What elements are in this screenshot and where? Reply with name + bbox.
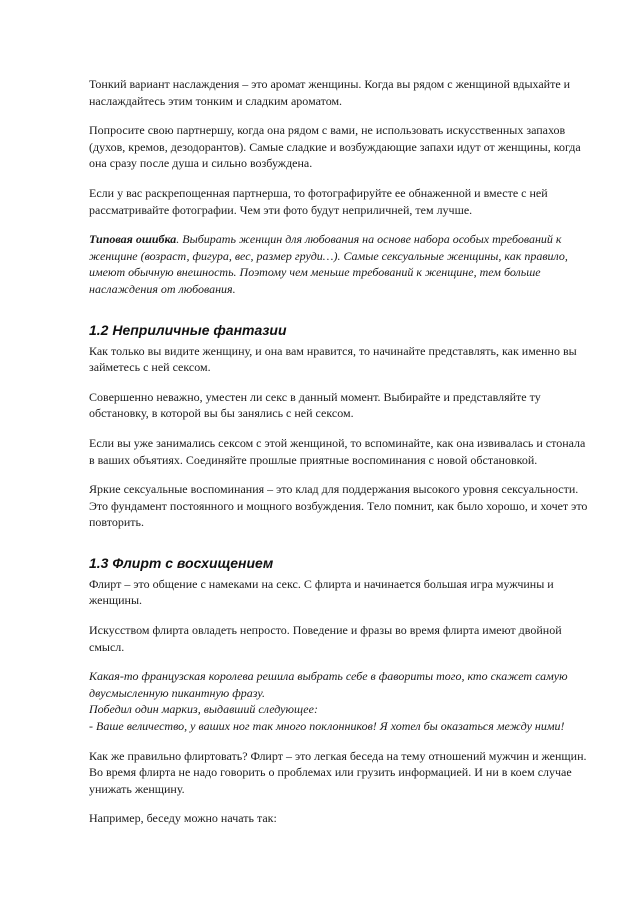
- anecdote-block: [89, 668, 593, 734]
- paragraph-setting: Совершенно неважно, уместен ли секс в данный момент. Выбирайте и представляйте ту обстановку, в которой вы бы занялись с ней сексом.: [89, 389, 541, 421]
- paragraph-memories: Если вы уже занимались сексом с этой женщиной, то вспоминайте, как она извивалась и стонала в ваших объятиях. Соединяйте прошлые приятные воспоминания с новой обстановкой.: [89, 435, 586, 467]
- typical-error-label: Типовая ошибка: [89, 232, 177, 247]
- paragraph-vivid-memories: Яркие сексуальные воспоминания – это клад для поддержания высокого уровня сексуальности. Это фундамент постоянного и мощного возбуждения. Тело помнит, как было хорошо, и хочет это повторить.: [89, 482, 588, 530]
- anecdote-line: - Ваше величество, у ваших ног так много поклонников! Я хотел бы оказаться между ними!: [89, 719, 565, 734]
- typical-error-paragraph: [89, 231, 593, 297]
- paragraph-no-perfume: Попросите свою партнершу, когда она рядом с вами, не использовать искусственных запахов (духов, кремов, дезодорантов). Самые сладкие и возбуждающие запахи идут от женщины, когда она сразу после душа и сильно возбуждена.: [89, 123, 581, 171]
- paragraph-photos: Если у вас раскрепощенная партнерша, то фотографируйте ее обнаженной и вместе с ней рассматривайте фотографии. Чем эти фото будут неприличней, тем лучше.: [89, 185, 548, 217]
- paragraph-aroma: Тонкий вариант наслаждения – это аромат женщины. Когда вы рядом с женщиной вдыхайте и наслаждайтесь этим тонким и сладким ароматом.: [89, 77, 571, 108]
- document-page: [89, 76, 593, 840]
- anecdote-line: Победил один маркиз, выдавший следующее:: [89, 702, 318, 717]
- paragraph-flirt-art: Искусством флирта овладеть непросто. Поведение и фразы во время флирта имеют двойной смысл.: [89, 623, 562, 654]
- paragraph-imagine: Как только вы видите женщину, и она вам нравится, то начинайте представлять, как именно вы займетесь с ней сексом.: [89, 343, 577, 375]
- section-heading-1-3: 1.3 Флирт с восхищением: [89, 554, 274, 571]
- section-heading-1-2: 1.2 Неприличные фантазии: [89, 321, 287, 338]
- paragraph-example-start: Например, беседу можно начать так:: [89, 811, 277, 826]
- paragraph-how-to-flirt: Как же правильно флиртовать? Флирт – это легкая беседа на тему отношений мужчин и женщин. Во время флирта не надо говорить о проблемах или грузить информацией. И ни в коем случае унижать женщину.: [89, 748, 587, 796]
- paragraph-flirt-definition: Флирт – это общение с намеками на секс. С флирта и начинается большая игра мужчины и женщины.: [89, 576, 554, 608]
- anecdote-line: Какая-то французская королева решила выбрать себе в фавориты того, кто скажет самую двусмысленную пикантную фразу.: [89, 669, 568, 700]
- typical-error-text: . Выбирать женщин для любования на основе набора особых требований к женщине (возраст, фигура, вес, размер груди…). Самые сексуальные женщины, как правило, имеют обычную внешность. Поэтому чем меньше требований к женщине, тем больше наслаждения от любования.: [89, 232, 568, 296]
